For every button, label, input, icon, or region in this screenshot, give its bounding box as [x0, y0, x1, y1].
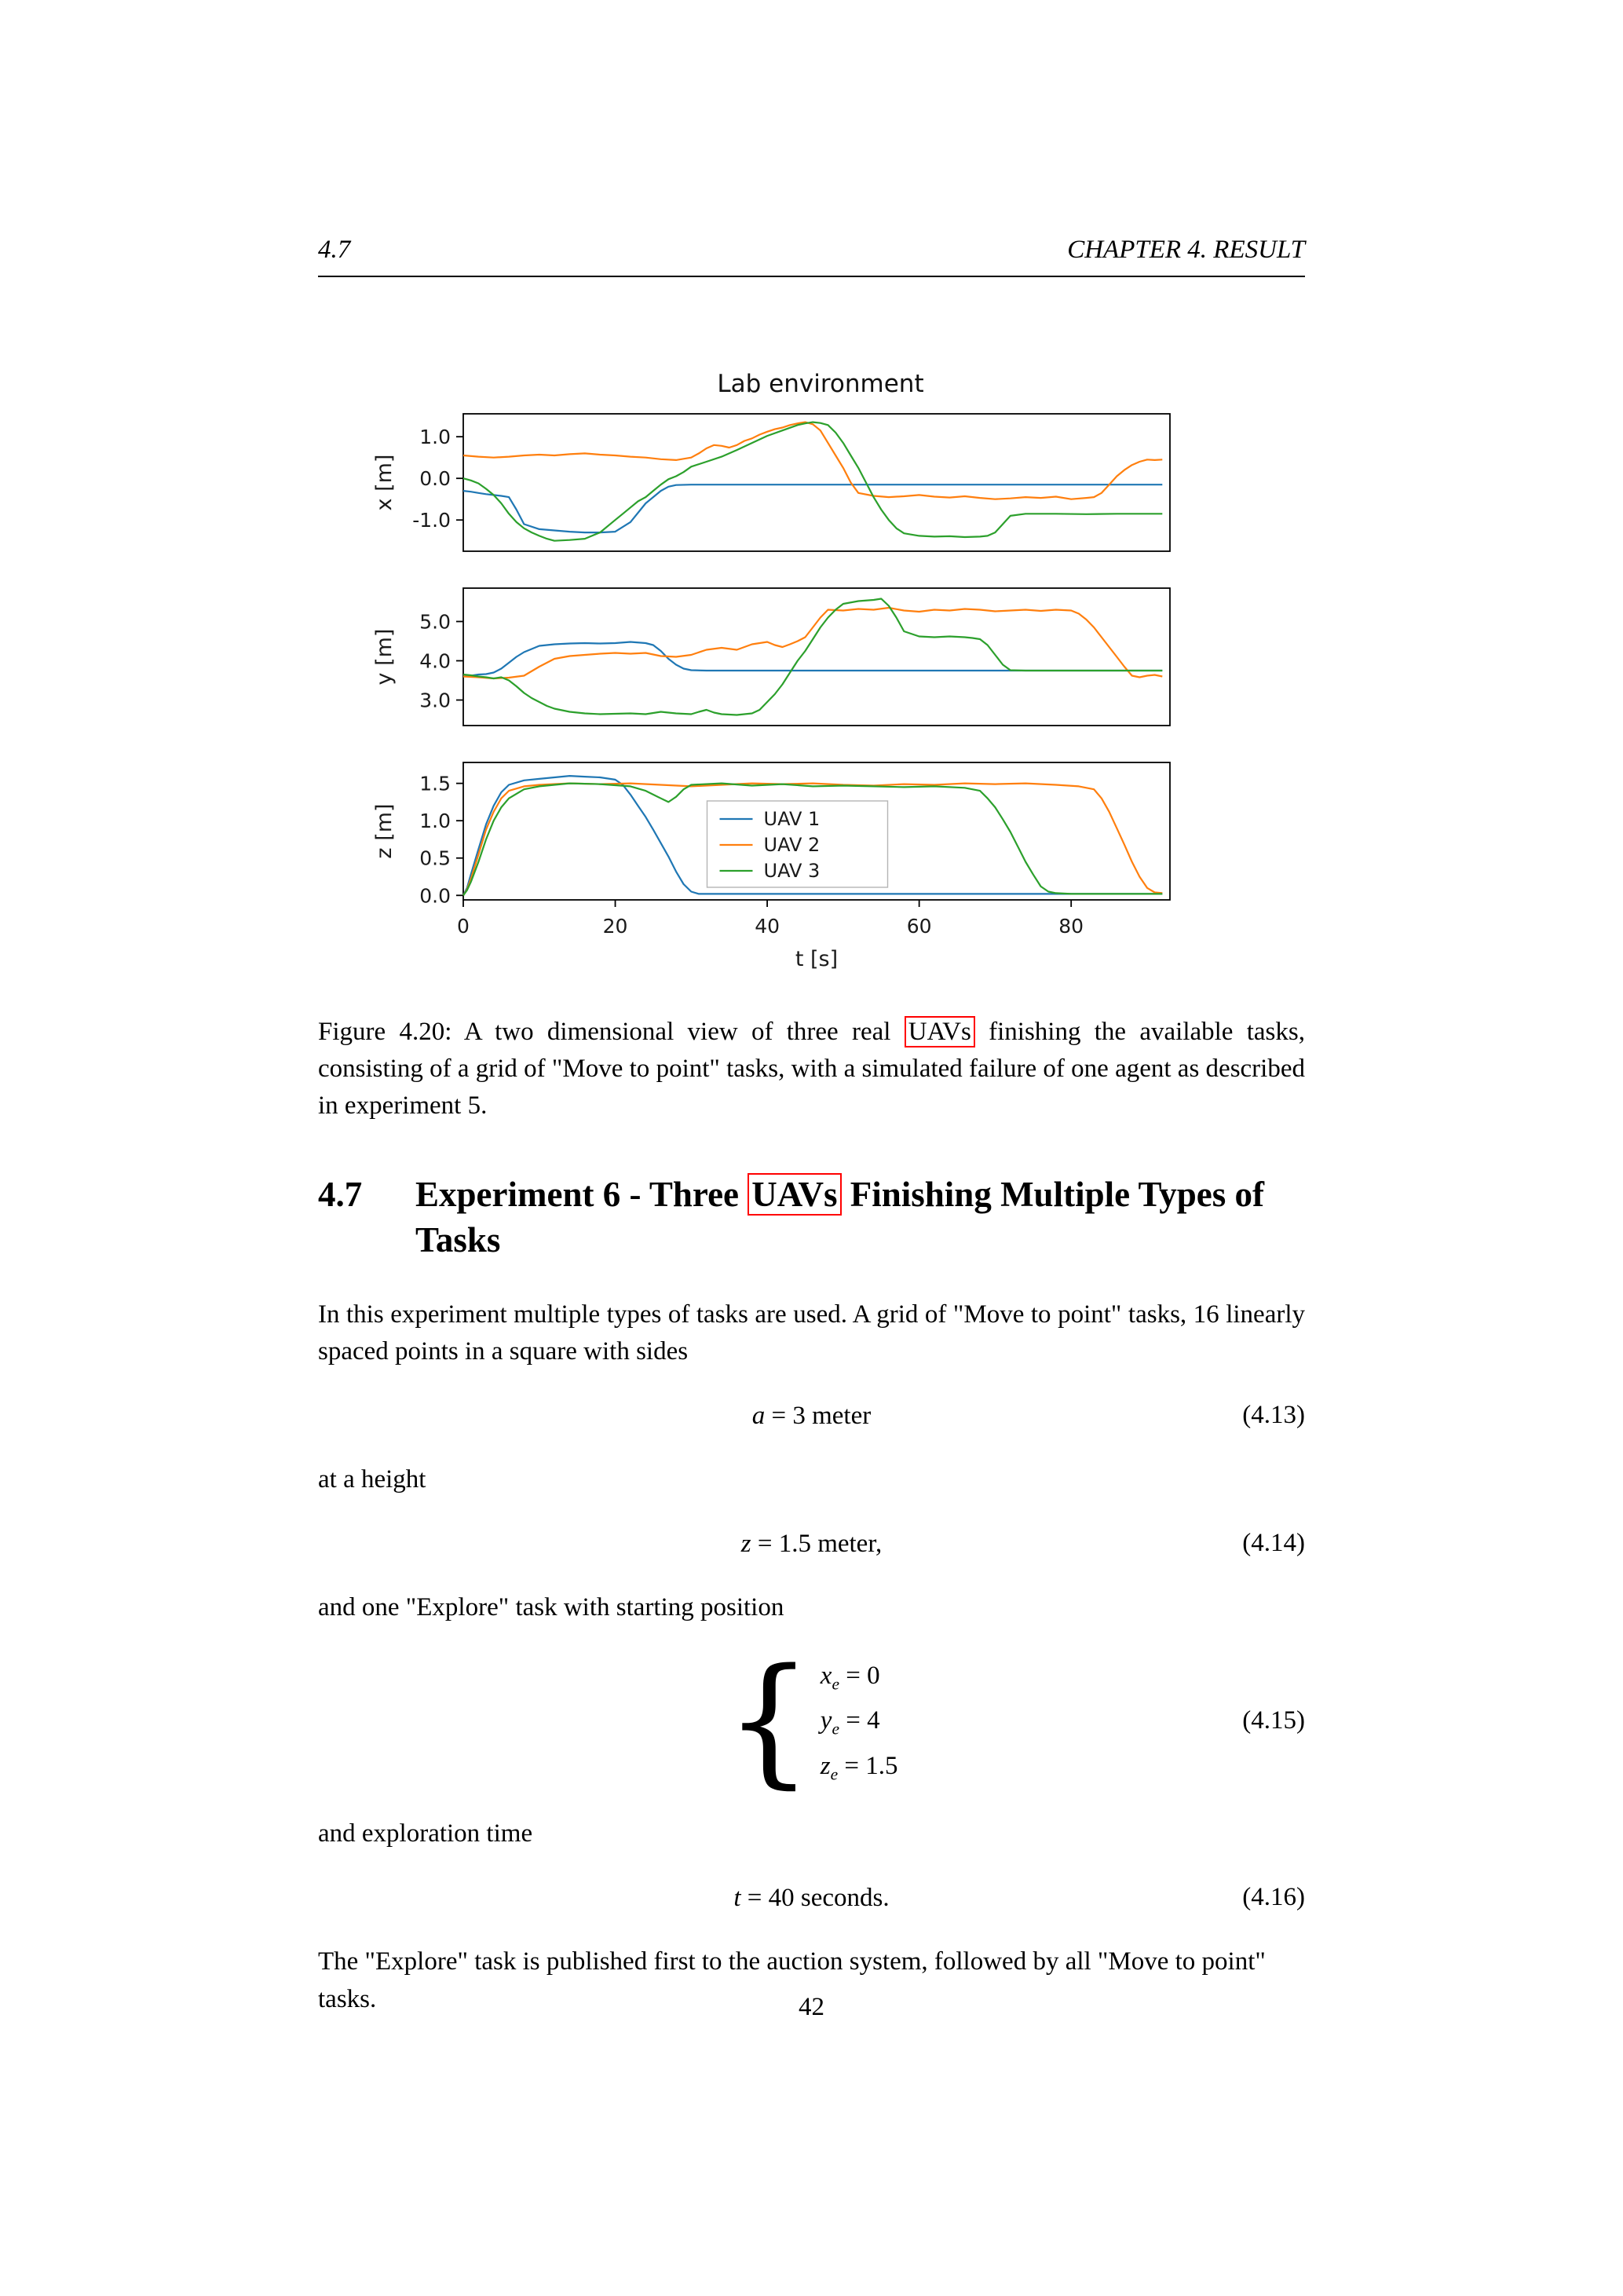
svg-text:60: 60	[906, 915, 932, 938]
svg-text:UAV 3: UAV 3	[763, 860, 821, 882]
equation-number: (4.15)	[1242, 1706, 1305, 1735]
equation-4-15	[318, 1639, 1305, 1802]
paragraph-closing: The "Explore" task is published first to the auction system, followed by all "Move to point" tasks.	[318, 1947, 1266, 2013]
eq-lhs: z	[740, 1529, 751, 1558]
case-line-z: $z_e = 1.5$	[820, 1751, 898, 1784]
svg-text:z [m]: z [m]	[372, 803, 397, 859]
eq-lhs: t	[733, 1883, 741, 1912]
equation-4-14	[318, 1526, 1305, 1563]
svg-text:t [s]: t [s]	[795, 947, 839, 971]
page-number: 42	[799, 1993, 824, 2021]
eq-rhs: = 1.5 meter,	[751, 1529, 883, 1558]
figure-caption	[318, 1014, 1305, 1124]
eq-rhs: = 40 seconds.	[740, 1883, 890, 1912]
uavs-link[interactable]: UAVs	[905, 1016, 975, 1047]
case-line-x: $x_e = 0$	[820, 1661, 880, 1694]
svg-text:4.0: 4.0	[419, 649, 451, 673]
paragraph-exploration-time: and exploration time	[318, 1819, 533, 1848]
section-number: 4.7	[318, 1174, 363, 1214]
svg-text:0.0: 0.0	[419, 884, 451, 908]
paragraph-height: at a height	[318, 1465, 426, 1494]
svg-text:1.0: 1.0	[419, 426, 451, 449]
svg-text:UAV 1: UAV 1	[763, 808, 821, 830]
equation-number: (4.13)	[1242, 1401, 1305, 1430]
svg-text:x [m]: x [m]	[372, 454, 397, 511]
chart-subplot-x	[361, 409, 1178, 555]
eq-rhs: = 3 meter	[765, 1401, 872, 1430]
equation-number: (4.14)	[1242, 1529, 1305, 1558]
cases-block	[725, 1639, 898, 1802]
svg-text:80: 80	[1058, 915, 1084, 938]
svg-text:1.5: 1.5	[419, 772, 451, 795]
equation-body	[752, 1402, 871, 1430]
caption-text-suffix: finishing the available tasks, consisting of a grid of "Move to point" tasks, with a simulated failure of one agent as described in experiment 5.	[318, 1018, 1305, 1120]
header-chapter-title: CHAPTER 4. RESULT	[1067, 236, 1305, 264]
svg-text:0.0: 0.0	[419, 467, 451, 491]
figure-4-20	[361, 370, 1178, 976]
equation-number: (4.16)	[1242, 1883, 1305, 1912]
chart-subplot-z	[361, 758, 1178, 976]
case-line-y: $y_e = 4$	[820, 1706, 880, 1738]
equation-4-13	[318, 1398, 1305, 1435]
section-heading	[318, 1172, 1305, 1263]
equation-body	[733, 1884, 889, 1912]
caption-text-prefix: Figure 4.20: A two dimensional view of three real	[318, 1018, 905, 1046]
section-title-prefix: Experiment 6 - Three	[415, 1174, 748, 1214]
svg-text:UAV 2: UAV 2	[763, 834, 821, 856]
running-header	[318, 236, 1305, 277]
uavs-link[interactable]: UAVs	[748, 1173, 841, 1216]
svg-text:20: 20	[602, 915, 628, 938]
equation-body	[741, 1530, 883, 1558]
section-title-suffix: Finishing Multiple Types of Tasks	[415, 1174, 1264, 1260]
svg-text:-1.0: -1.0	[412, 509, 451, 532]
chart-subplot-y	[361, 583, 1178, 729]
svg-text:40: 40	[755, 915, 780, 938]
svg-text:0.5: 0.5	[419, 846, 451, 870]
svg-text:y [m]: y [m]	[372, 628, 397, 686]
svg-text:1.0: 1.0	[419, 810, 451, 833]
chart-title: Lab environment	[717, 370, 924, 398]
left-brace-icon: {	[725, 1639, 813, 1802]
paragraph-explore-task: and one "Explore" task with starting position	[318, 1593, 784, 1622]
svg-text:5.0: 5.0	[419, 610, 451, 634]
paragraph-intro: In this experiment multiple types of tasks are used. A grid of "Move to point" tasks, 16 linearly spaced points in a square with sides	[318, 1300, 1305, 1366]
header-section-number: 4.7	[318, 236, 351, 264]
section-title	[415, 1172, 1305, 1263]
equation-4-16	[318, 1880, 1305, 1918]
svg-text:3.0: 3.0	[419, 689, 451, 712]
eq-lhs: a	[751, 1401, 766, 1430]
svg-text:0: 0	[457, 915, 470, 938]
case-lines	[821, 1654, 898, 1789]
